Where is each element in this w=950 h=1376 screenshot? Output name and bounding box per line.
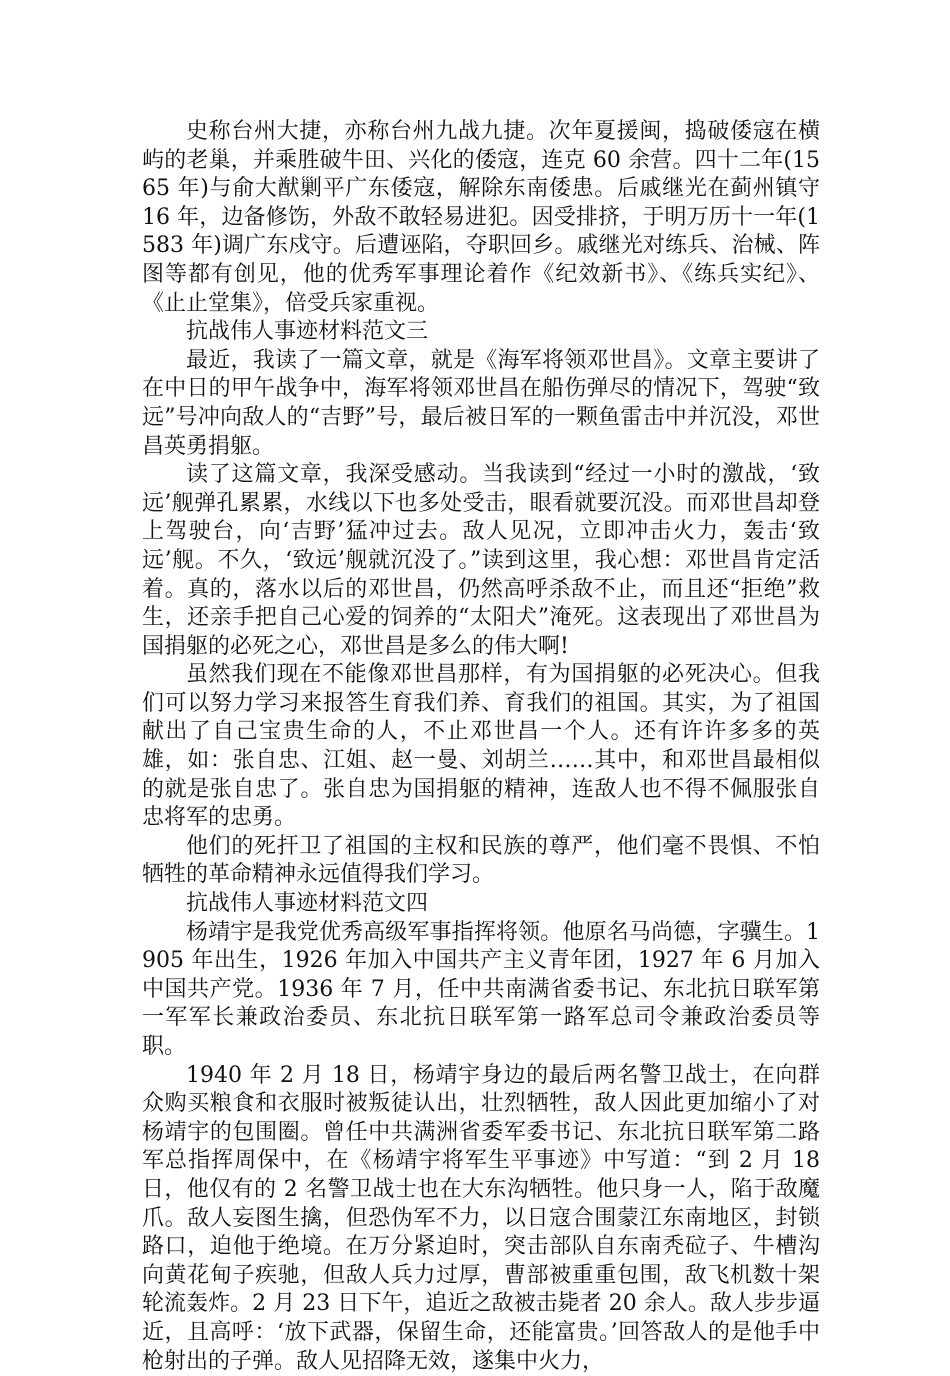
paragraph-heroes: 虽然我们现在不能像邓世昌那样，有为国捐躯的必死决心。但我们可以努力学习来报答生育我们养、育我们的祖国。其实，为了祖国献出了自己宝贵生命的人，不止邓世昌一个人。还有许许多多的英雄，如：张自忠、江姐、赵一曼、刘胡兰……其中，和邓世昌最相似的就是张自忠了。张自忠为国捐躯的精神，连敌人也不得不佩服张自忠将军的忠勇。 [142, 662, 820, 831]
section-heading-3: 抗战伟人事迹材料范文三 [186, 319, 429, 345]
document-body [142, 118, 820, 1376]
paragraph-yang-jingyu-1940: 1940 年 2 月 18 日，杨靖宇身边的最后两名警卫战士，在向群众购买粮食和衣服时被叛徒认出，壮烈牺牲，敌人因此更加缩小了对杨靖宇的包围圈。曾任中共满洲省委军委书记、东北抗日联军第二路军总指挥周保中，在《杨靖宇将军生平事迹》中写道：“到 2 月 18 日，他仅有的 2 名警卫战士也在大东沟牺牲。他只身一人，陷于敌魔爪。敌人妄图生擒，但恐伪军不力，以日寇合围蒙江东南地区，封锁路口，迫他于绝境。在万分紧迫时，突击部队自东南秃砬子、牛槽沟向黄花甸子疾驰，但敌人兵力过厚，曹部被重重包围，敌飞机数十架轮流轰炸。2 月 23 日下午，追近之敌被击毙者 20 余人。敌人步步逼近，且高呼：‘放下武器，保留生命，还能富贵。’回答敌人的是他手中枪射出的子弹。敌人见招降无效，遂集中火力， [142, 1062, 820, 1374]
paragraph-deng-shichang-reflection: 读了这篇文章，我深受感动。当我读到“经过一小时的激战，‘致远’舰弹孔累累，水线以下也多处受击，眼看就要沉没。而邓世昌却登上驾驶台，向‘吉野’猛冲过去。敌人见况，立即冲击火力，轰击‘致远’舰。不久，‘致远’舰就沉没了。”读到这里，我心想：邓世昌肯定活着。真的，落水以后的邓世昌，仍然高呼杀敌不止，而且还“拒绝”救生，还亲手把自己心爱的饲养的“太阳犬”淹死。这表现出了邓世昌为国捐躯的必死之心，邓世昌是多么的伟大啊! [142, 462, 820, 659]
paragraph-deng-shichang-intro: 最近，我读了一篇文章，就是《海军将领邓世昌》。文章主要讲了在中日的甲午战争中，海军将领邓世昌在船伤弹尽的情况下，驾驶“致远”号冲向敌人的“吉野”号，最后被日军的一颗鱼雷击中并沉没，邓世昌英勇捐躯。 [142, 347, 820, 459]
paragraph-conclusion: 他们的死扞卫了祖国的主权和民族的尊严，他们毫不畏惧、不怕牺牲的革命精神永远值得我们学习。 [142, 833, 820, 888]
paragraph-yang-jingyu-bio: 杨靖宇是我党优秀高级军事指挥将领。他原名马尚德，字骥生。1905 年出生，1926 年加入中国共产主义青年团，1927 年 6 月加入中国共产党。1936 年 7 月，任中共南满省委书记、东北抗日联军第一军军长兼政治委员、东北抗日联军第一路军总司令兼政治委员等职。 [142, 919, 820, 1059]
section-heading-4: 抗战伟人事迹材料范文四 [186, 891, 429, 917]
paragraph-qi-jiguang: 史称台州大捷，亦称台州九战九捷。次年夏援闽，捣破倭寇在横屿的老巢，并乘胜破牛田、兴化的倭寇，连克 60 余营。四十二年(1565 年)与俞大猷剿平广东倭寇，解除东南倭患。后戚继光在蓟州镇守 16 年，边备修饬，外敌不敢轻易进犯。因受排挤，于明万历十一年(1583 年)调广东戍守。后遭诬陷，夺职回乡。戚继光对练兵、治械、阵图等都有创见，他的优秀军事理论着作《纪效新书》、《练兵实纪》、《止止堂集》，倍受兵家重视。 [142, 119, 820, 316]
